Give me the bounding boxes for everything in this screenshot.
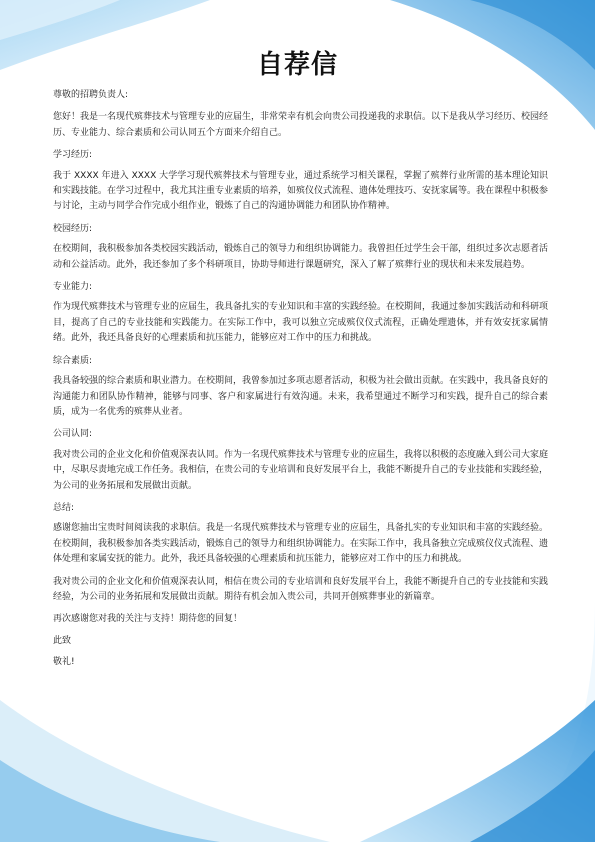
section-body-study: 我于 XXXX 年进入 XXXX 大学学习现代殡葬技术与管理专业，通过系统学习相关课程，掌握了殡葬行业所需的基本理论知识和实践技能。在学习过程中，我尤其注重专业素质的培养，如殡仪仪式流程、遗体处理技巧、安抚家属等。我在课程中积极参与讨论，主动与同学合作完成小组作业，锻炼了自己的沟通协调能力和团队协作精神。 (53, 170, 549, 212)
summary-heading: 总结: (53, 502, 75, 513)
section-heading-campus: 校园经历: (53, 223, 93, 234)
regards-line: 敬礼! (53, 657, 75, 668)
section-body-skills: 作为现代殡葬技术与管理专业的应届生，我具备扎实的专业知识和丰富的实践经验。在校期间，我通过参加实践活动和科研项目，提高了自己的专业技能和实践能力。在实际工作中，我可以独立完成殡仪仪式流程，正确处理遗体，并有效安抚家属情绪。此外，我还具备良好的心理素质和抗压能力，能够应对工作中的压力和挑战。 (53, 302, 549, 344)
salutation: 尊敬的招聘负责人: (53, 90, 129, 100)
section-heading-study: 学习经历: (53, 150, 93, 161)
section-heading-quality: 综合素质: (53, 355, 93, 366)
section-body-campus: 在校期间，我积极参加各类校园实践活动，锻炼自己的领导力和组织协调能力。我曾担任过学生会干部，组织过多次志愿者活动和公益活动。此外，我还参加了多个科研项目，协助导师进行课题研究，深入了解了殡葬行业的现状和未来发展趋势。 (53, 244, 549, 270)
section-body-company: 我对贵公司的企业文化和价值观深表认同。作为一名现代殡葬技术与管理专业的应届生，我将以积极的态度融入到公司大家庭中，尽职尽责地完成工作任务。我相信，在贵公司的专业培训和良好发展平台上，我能不断提升自己的专业技能和实践经验，为公司的业务拓展和发展做出贡献。 (53, 449, 549, 491)
summary-paragraph-1: 感谢您抽出宝贵时间阅读我的求职信。我是一名现代殡葬技术与管理专业的应届生，具备扎实的专业知识和丰富的实践经验。在校期间，我积极参加各类实践活动，锻炼自己的领导力和组织协调能力。在实际工作中，我具备独立完成殡仪仪式流程、遗体处理和家属安抚的能力。此外，我还具备较强的心理素质和抗压能力，能够应对工作中的压力和挑战。 (53, 523, 549, 565)
summary-paragraph-2: 我对贵公司的企业文化和价值观深表认同，相信在贵公司的专业培训和良好发展平台上，我能不断提升自己的专业技能和实践经验，为公司的业务拓展和发展做出贡献。期待有机会加入贵公司，共同开创殡葬事业的新篇章。 (53, 576, 549, 602)
thanks-line: 再次感谢您对我的关注与支持！期待您的回复！ (53, 614, 243, 625)
intro-paragraph: 您好！我是一名现代殡葬技术与管理专业的应届生，非常荣幸有机会向贵公司投递我的求职信。以下是我从学习经历、校园经历、专业能力、综合素质和公司认同五个方面来介绍自己。 (53, 112, 549, 138)
page-title: 自荐信 (256, 50, 338, 80)
section-heading-skills: 专业能力: (53, 282, 93, 293)
section-body-quality: 我具备较强的综合素质和职业潜力。在校期间，我曾参加过多项志愿者活动，积极为社会做出贡献。在实践中，我具备良好的沟通能力和团队协作精神，能够与同事、客户和家属进行有效沟通。未来，我希望通过不断学习和实践，提升自己的综合素质，成为一名优秀的殡葬从业者。 (53, 376, 549, 417)
section-heading-company: 公司认同: (53, 429, 93, 440)
letter-body (53, 88, 548, 677)
closing-line: 此致 (53, 635, 72, 646)
